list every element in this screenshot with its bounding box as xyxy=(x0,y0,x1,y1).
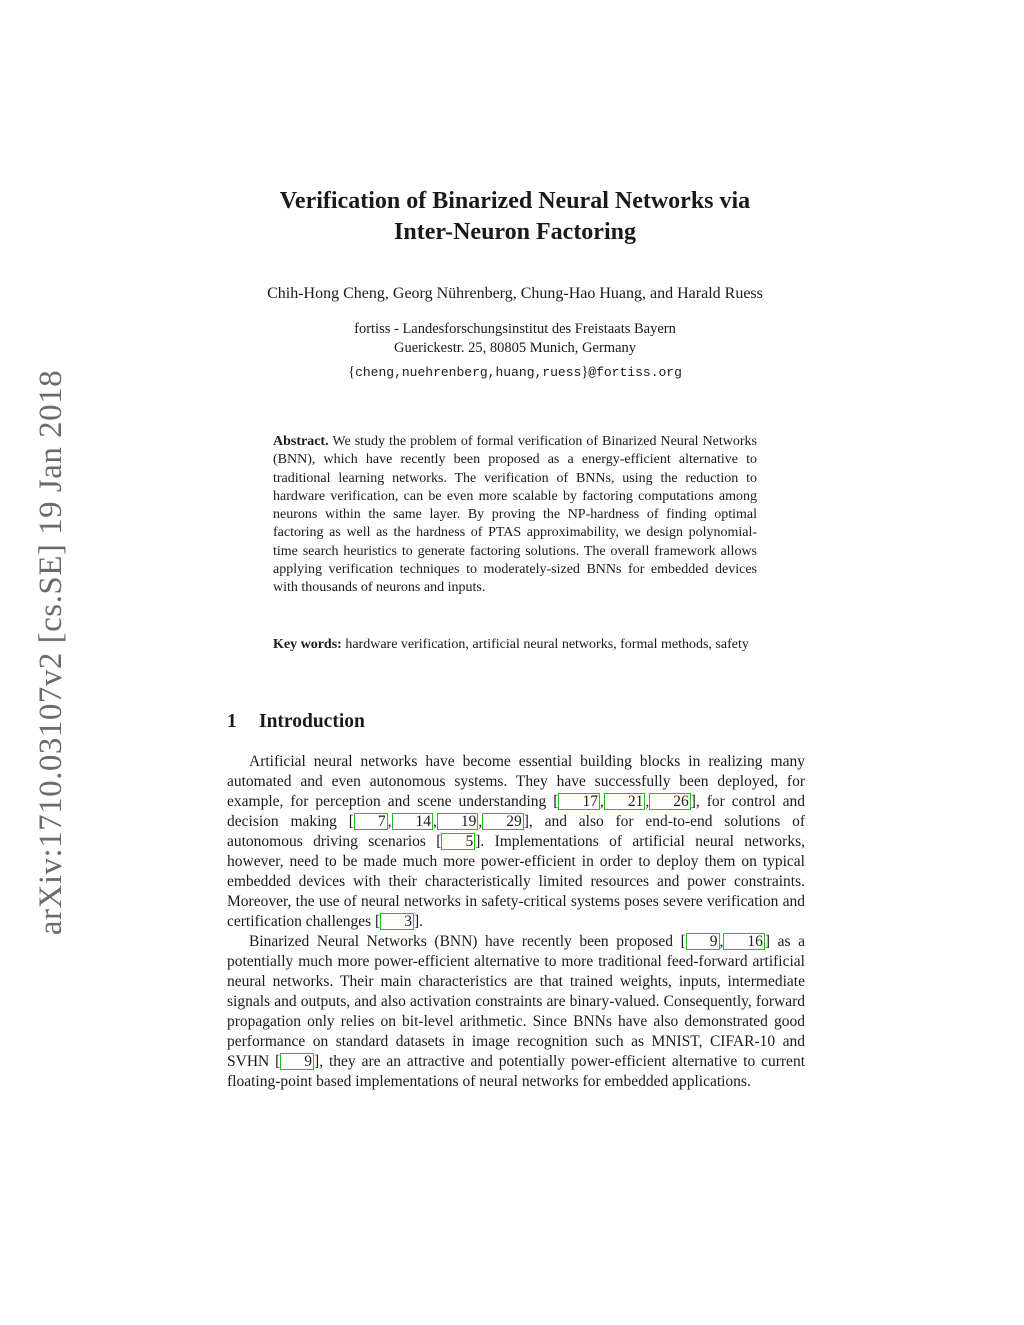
citation-26[interactable]: 26 xyxy=(649,793,691,810)
citation-5[interactable]: 5 xyxy=(441,833,475,850)
affiliation-institute: fortiss - Landesforschungsinstitut des Freistaats Bayern xyxy=(354,321,676,337)
arxiv-side-stamp xyxy=(34,365,70,940)
email-domain: @fortiss.org xyxy=(588,365,682,380)
citation-9-second[interactable]: 9 xyxy=(280,1053,314,1070)
section-number: 1 xyxy=(227,711,237,732)
p2-text-c: ], they are an attractive and potentially power-efficient alternative to current floating-point based implementations of neural networks for embedded applications. xyxy=(227,1053,805,1090)
email-brace-open: { xyxy=(348,364,356,380)
section-heading xyxy=(227,710,365,734)
author-list: Chih-Hong Cheng, Georg Nührenberg, Chung-Hao Huang, and Harald Ruess xyxy=(267,285,763,302)
keywords xyxy=(273,636,757,654)
abstract xyxy=(273,433,757,598)
keywords-text: hardware verification, artificial neural networks, formal methods, safety xyxy=(345,637,749,652)
arxiv-identifier: arXiv:1710.03107v2 [cs.SE] 19 Jan 2018 xyxy=(33,369,70,936)
section-title: Introduction xyxy=(259,711,365,732)
title-line-1: Verification of Binarized Neural Networks via xyxy=(279,188,751,214)
p1-text-e: ]. xyxy=(413,913,423,930)
cite-sep: , xyxy=(645,793,650,810)
citation-17[interactable]: 17 xyxy=(558,793,600,810)
abstract-text: We study the problem of formal verification of Binarized Neural Networks (BNN), which have recently been proposed as a energy-efficient alternative to traditional learning networks. The verification of BNNs, using the reduction to hardware verification, can be even more scalable by factoring computations among neurons within the same layer. By proving the NP-hardness of finding optimal factoring as well as the hardness of PTAS approximability, we design polynomial-time search heuristics to generate factoring solutions. The overall framework allows applying verification techniques to moderately-sized BNNs for embedded devices with thousands of neurons and inputs. xyxy=(273,434,758,596)
p2-text-b: ] as a potentially much more power-efficient alternative to more traditional feed-forward artificial neural networks. Their main characteristics are that trained weights, inputs, intermediate signals and outputs, and also activation constraints are binary-valued. Consequently, forward propagation only relies on bit-level arithmetic. Since BNNs have also demonstrated good performance on standard datasets in image recognition such as MNIST, CIFAR-10 and SVHN [ xyxy=(227,933,806,1070)
p1-text-c: ], and also for end-to-end solutions of autonomous driving scenarios [ xyxy=(227,813,805,850)
cite-sep: , xyxy=(387,813,392,830)
author-emails xyxy=(160,363,870,382)
paper-title xyxy=(160,186,870,248)
p1-text-d: ]. Implementations of artificial neural networks, however, need to be made much more power-efficient in order to deploy them on typical embedded devices with their characteristically limited resources and power constraints. Moreover, the use of neural networks in safety-critical systems poses severe verification and certification challenges [ xyxy=(227,833,805,930)
citation-29[interactable]: 29 xyxy=(482,813,524,830)
p1-text-b: ], for control and decision making [ xyxy=(227,793,805,830)
citation-14[interactable]: 14 xyxy=(392,813,434,830)
email-brace-close: } xyxy=(581,364,589,380)
paragraph-2 xyxy=(227,932,805,1092)
affiliation-address: Guerickestr. 25, 80805 Munich, Germany xyxy=(393,340,637,356)
citation-16[interactable]: 16 xyxy=(723,933,765,950)
abstract-label: Abstract. xyxy=(273,434,329,449)
cite-sep: , xyxy=(478,813,483,830)
cite-sep: , xyxy=(599,793,604,810)
p1-text-a: Artificial neural networks have become essential building blocks in realizing many automated and even autonomous systems. They have successfully been deployed, for example, for perception and scene understanding [ xyxy=(227,753,805,810)
p2-text-a: Binarized Neural Networks (BNN) have recently been proposed [ xyxy=(249,933,686,950)
cite-sep: , xyxy=(433,813,437,830)
citation-21[interactable]: 21 xyxy=(604,793,646,810)
citation-9[interactable]: 9 xyxy=(686,933,720,950)
email-usernames: cheng,nuehrenberg,huang,ruess xyxy=(355,365,582,380)
title-line-2: Inter-Neuron Factoring xyxy=(394,219,636,245)
citation-3[interactable]: 3 xyxy=(380,913,414,930)
citation-7[interactable]: 7 xyxy=(354,813,388,830)
keywords-label: Key words: xyxy=(273,637,342,652)
citation-19[interactable]: 19 xyxy=(437,813,479,830)
affiliation-block xyxy=(160,320,870,382)
cite-sep: , xyxy=(719,933,724,950)
introduction-body xyxy=(227,752,805,1092)
paragraph-1 xyxy=(227,752,805,932)
